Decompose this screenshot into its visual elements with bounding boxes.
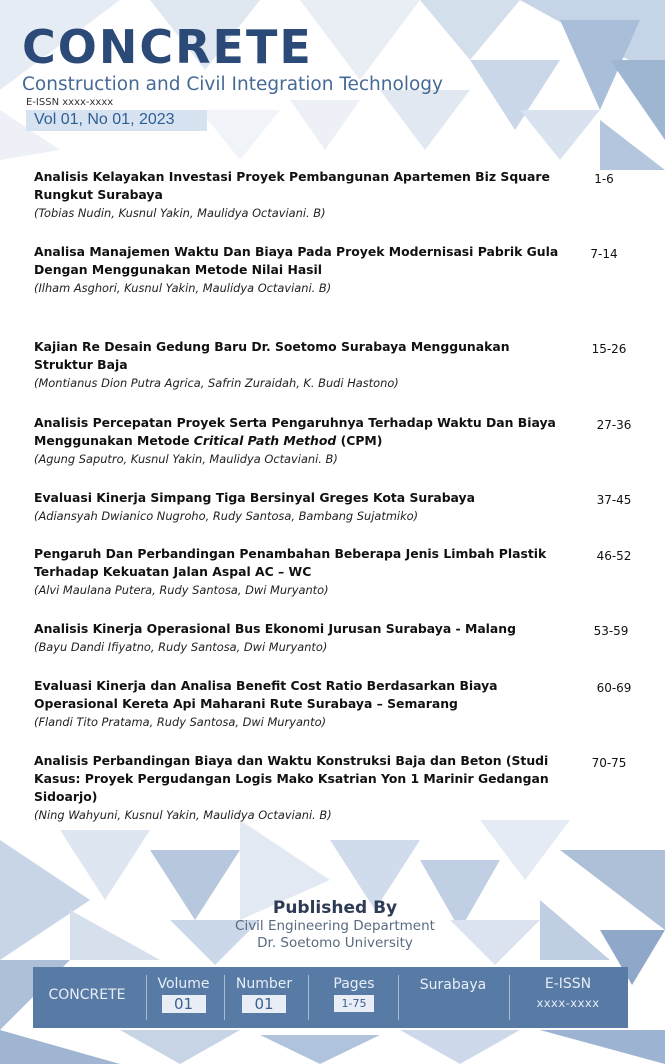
footer-divider (224, 975, 225, 1020)
article-pages: 7-14 (590, 247, 618, 261)
article-title-suffix: (CPM) (336, 433, 383, 448)
journal-name: CONCRETE (22, 20, 313, 74)
journal-subtitle: Construction and Civil Integration Technology (22, 74, 443, 95)
article-pages: 60-69 (596, 681, 632, 695)
footer-volume-value: 01 (162, 995, 206, 1013)
article-authors: (Ning Wahyuni, Kusnul Yakin, Maulidya Octaviani. B) (34, 808, 332, 822)
footer-divider (308, 975, 309, 1020)
article-pages: 27-36 (596, 418, 632, 432)
footer-number-label: Number (235, 976, 293, 992)
publisher-department: Civil Engineering Department (235, 918, 435, 934)
article-entry (34, 489, 634, 524)
article-entry (34, 620, 634, 655)
article-entry (34, 545, 634, 598)
article-title: Analisis Perbandingan Biaya dan Waktu Konstruksi Baja dan Beton (Studi Kasus: Proyek Pergudangan Logis Mako Ksatrian Yon 1 Marinir Gedangan Sidoarjo) (34, 753, 549, 804)
footer-info-bar (33, 967, 628, 1028)
article-pages: 37-45 (596, 493, 632, 507)
article-authors: (Ilham Asghori, Kusnul Yakin, Maulidya Octaviani. B) (34, 281, 332, 295)
article-entry (34, 243, 634, 296)
article-authors: (Alvi Maulana Putera, Rudy Santosa, Dwi Muryanto) (34, 583, 329, 597)
footer-brand (33, 967, 141, 1028)
article-authors: (Agung Saputro, Kusnul Yakin, Maulidya Octaviani. B) (34, 452, 338, 466)
footer-city (403, 967, 503, 1028)
article-pages: 46-52 (596, 549, 632, 563)
footer-pages-label: Pages (333, 976, 375, 992)
article-title: Analisa Manajemen Waktu Dan Biaya Pada Proyek Modernisasi Pabrik Gula Dengan Menggunakan Metode Nilai Hasil (34, 244, 559, 277)
footer-number (229, 967, 299, 1028)
article-title-text: Analisis Percepatan Proyek Serta Pengaruhnya Terhadap Waktu Dan Biaya Menggunakan Metode (34, 415, 556, 448)
article-authors: (Adiansyah Dwianico Nugroho, Rudy Santosa, Bambang Sujatmiko) (34, 509, 419, 523)
footer-brand-label: CONCRETE (48, 987, 126, 1003)
footer-issn-label: E-ISSN (544, 976, 592, 992)
article-title: Analisis Kelayakan Investasi Proyek Pembangunan Apartemen Biz Square Rungkut Surabaya (34, 169, 550, 202)
published-by-label: Published By (272, 898, 398, 918)
article-title: Evaluasi Kinerja Simpang Tiga Bersinyal Greges Kota Surabaya (34, 490, 475, 505)
article-authors: (Flandi Tito Pratama, Rudy Santosa, Dwi Muryanto) (34, 715, 327, 729)
journal-header (22, 20, 443, 131)
article-entry (34, 168, 634, 221)
footer-issn (514, 967, 622, 1028)
article-authors: (Montianus Dion Putra Agrica, Safrin Zuraidah, K. Budi Hastono) (34, 376, 399, 390)
footer-number-value: 01 (242, 995, 286, 1013)
article-title (34, 414, 559, 450)
footer-city-label: Surabaya (419, 977, 487, 993)
article-title: Pengaruh Dan Perbandingan Penambahan Beberapa Jenis Limbah Plastik Terhadap Kekuatan Jalan Aspal AC – WC (34, 546, 547, 579)
footer-issn-value: xxxx-xxxx (536, 996, 600, 1010)
article-pages: 70-75 (591, 756, 627, 770)
article-pages: 15-26 (591, 342, 627, 356)
article-pages: 53-59 (593, 624, 629, 638)
issn-line: E-ISSN xxxx-xxxx (26, 97, 114, 108)
article-title: Analisis Kinerja Operasional Bus Ekonomi Jurusan Surabaya - Malang (34, 621, 516, 636)
footer-divider (146, 975, 147, 1020)
footer-pages (313, 967, 395, 1028)
article-entry (34, 414, 634, 467)
article-pages: 1-6 (594, 172, 614, 186)
publisher-block (220, 898, 450, 952)
article-authors: (Bayu Dandi Ifiyatno, Rudy Santosa, Dwi Muryanto) (34, 640, 328, 654)
article-title: Kajian Re Desain Gedung Baru Dr. Soetomo Surabaya Menggunakan Struktur Baja (34, 339, 510, 372)
footer-divider (509, 975, 510, 1020)
article-entry (34, 338, 634, 391)
footer-volume (151, 967, 216, 1028)
footer-pages-value: 1-75 (334, 995, 375, 1012)
article-entry (34, 677, 634, 730)
article-title-italic: Critical Path Method (193, 433, 337, 448)
article-authors: (Tobias Nudin, Kusnul Yakin, Maulidya Octaviani. B) (34, 206, 326, 220)
volume-line: Vol 01, No 01, 2023 (26, 110, 207, 131)
article-title: Evaluasi Kinerja dan Analisa Benefit Cost Ratio Berdasarkan Biaya Operasional Kereta Api Maharani Rute Surabaya – Semarang (34, 678, 498, 711)
footer-volume-label: Volume (157, 976, 210, 992)
publisher-university: Dr. Soetomo University (257, 935, 413, 951)
footer-divider (398, 975, 399, 1020)
article-entry (34, 752, 634, 823)
